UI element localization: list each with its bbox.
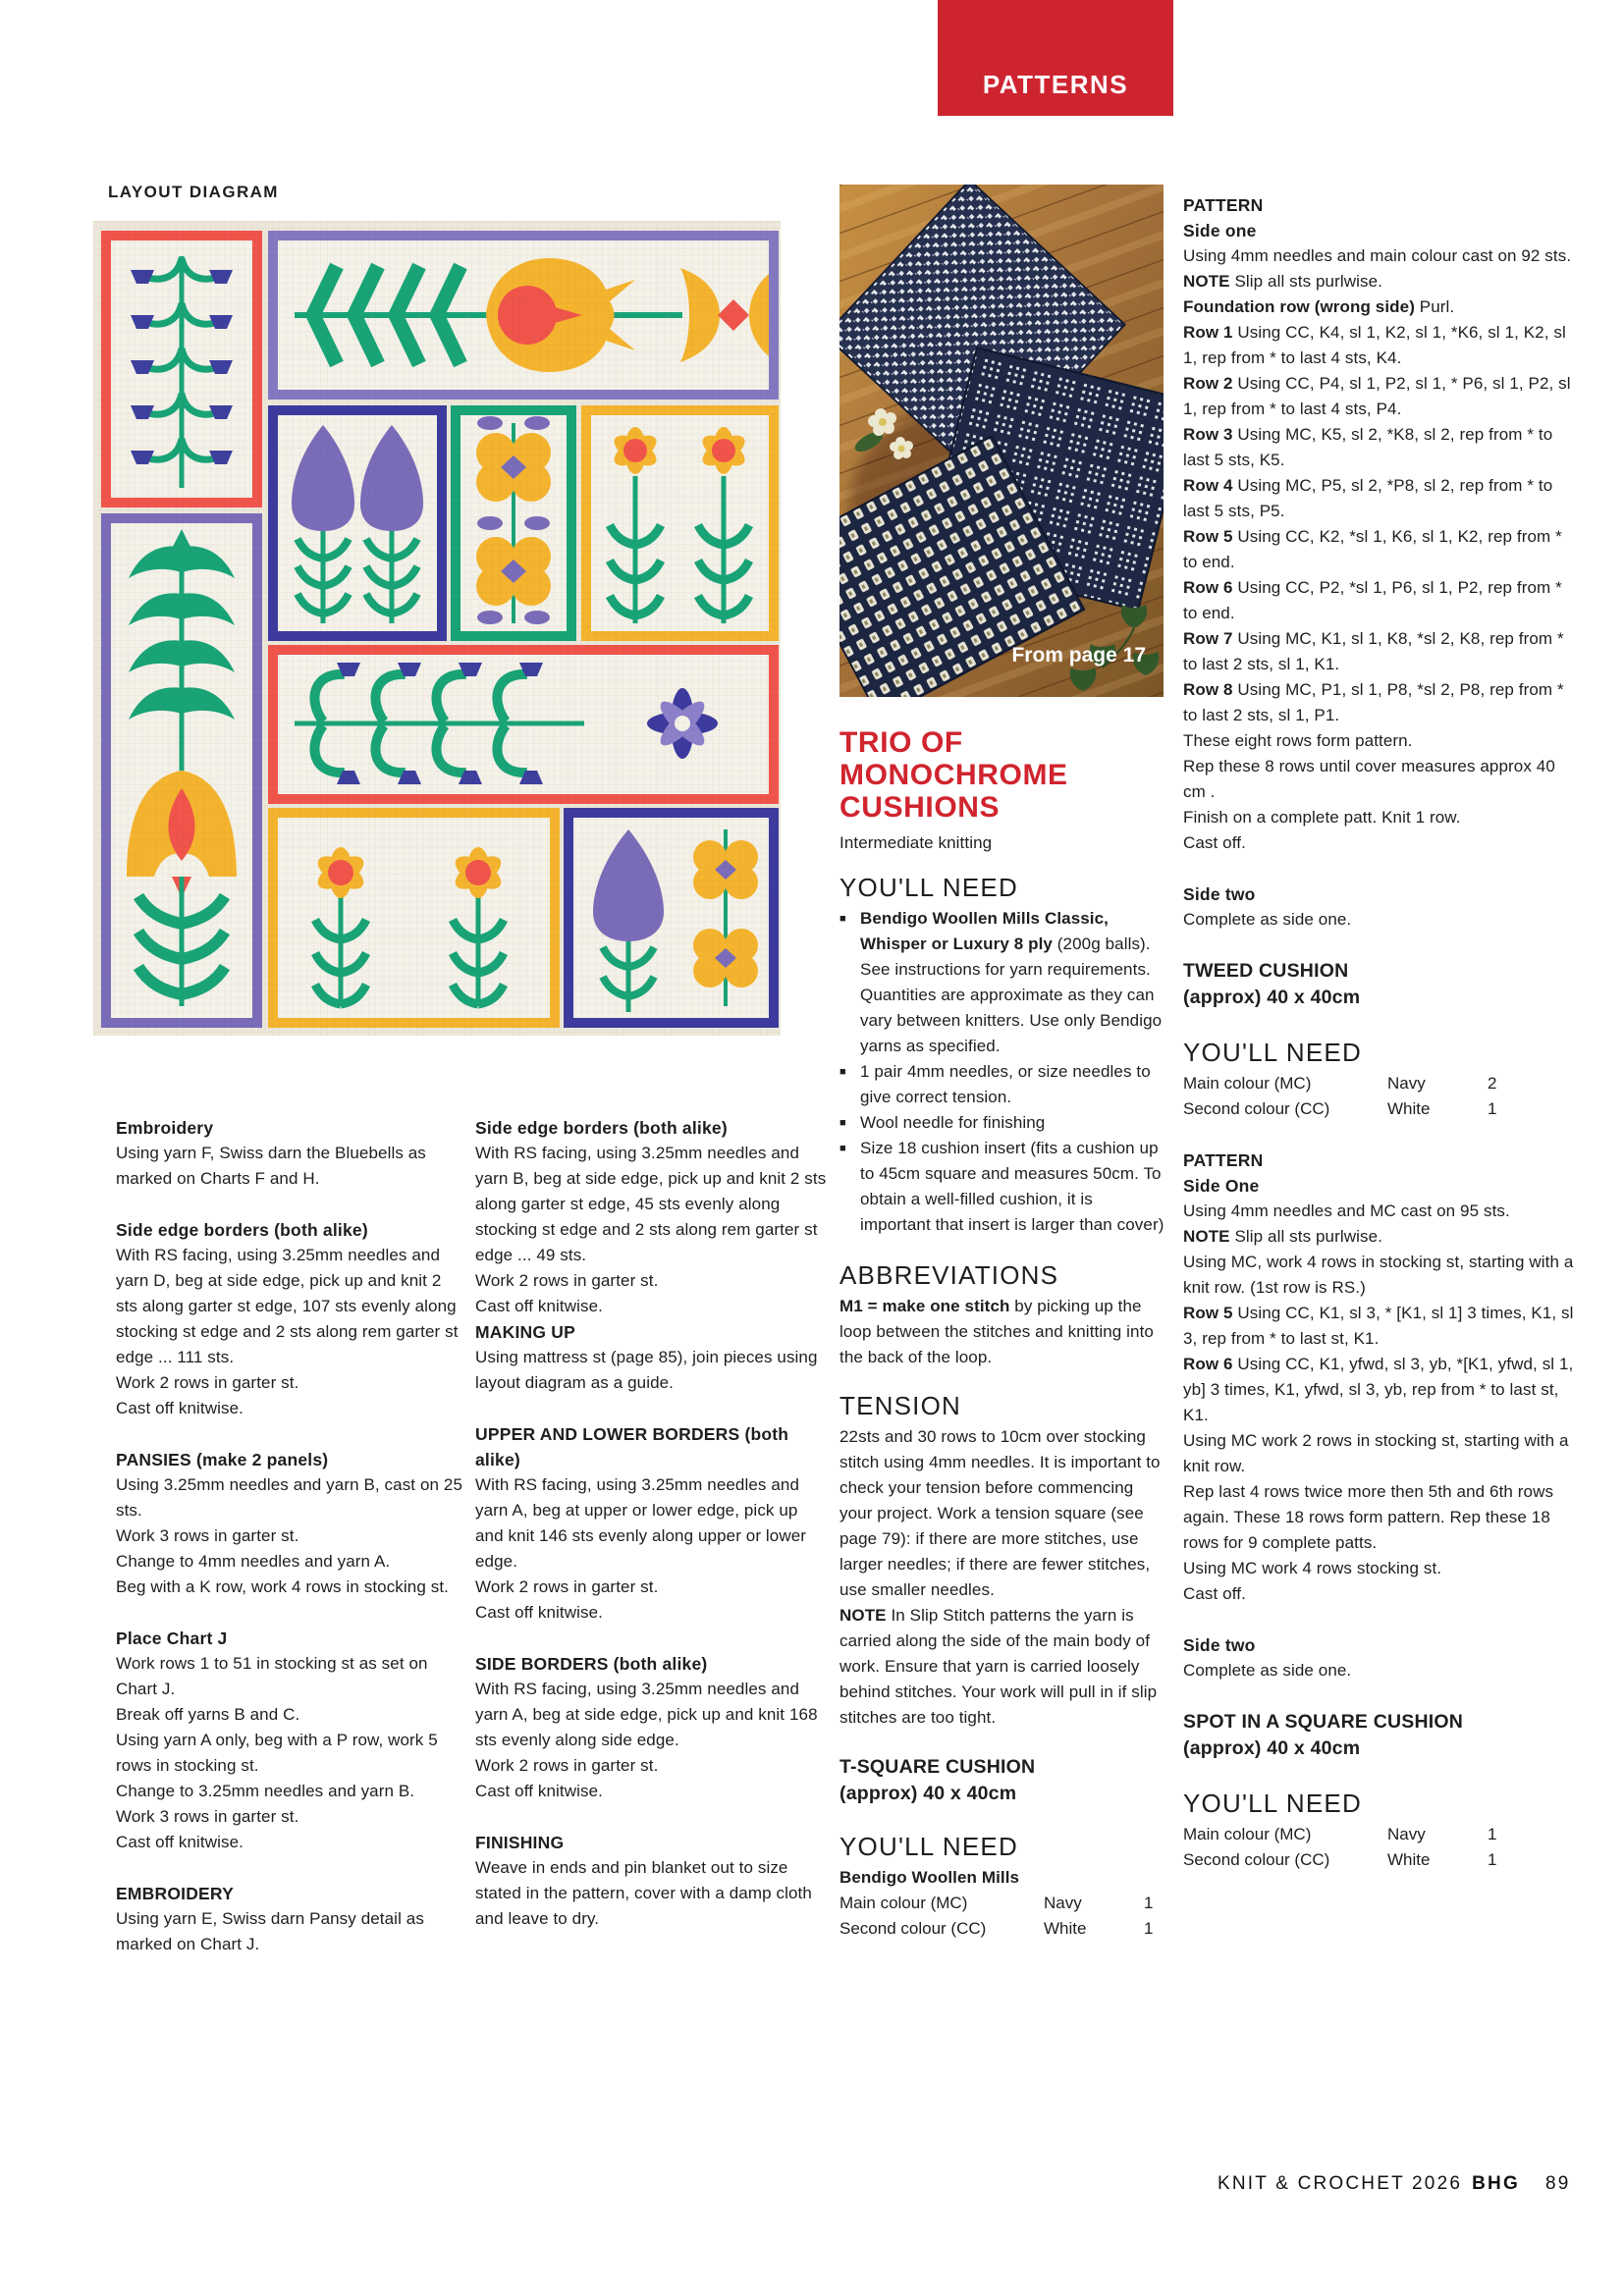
materials-cell: White — [1044, 1919, 1087, 1938]
materials-cell: White — [1387, 1850, 1431, 1869]
paragraph: Row 8 Using MC, P1, sl 1, P8, *sl 2, P8, rep from * to last 2 sts, sl 1, P1. — [1183, 680, 1564, 724]
footer-magazine: KNIT & CROCHET 2026 — [1218, 2173, 1463, 2194]
section-heading: Embroidery — [116, 1118, 214, 1138]
section-heading: FINISHING — [475, 1833, 565, 1852]
paragraph: Quantities are approximate as they can vary between knitters. Use only Bendigo yarns as specified. — [860, 986, 1163, 1055]
bullet-item — [839, 1110, 1167, 1136]
paragraph: Bendigo Woollen Mills Classic, Whisper or Luxury 8 ply (200g balls). See instructions for yarn requirements. — [860, 909, 1151, 979]
section-heading: Side edge borders (both alike) — [475, 1118, 728, 1138]
materials-cell: Second colour (CC) — [1183, 1099, 1330, 1118]
paragraph: 22sts and 30 rows to 10cm over stocking stitch using 4mm needles. It is important to check your tension before commencing your project. Work a tension square (see page 79): if there are more stitches, use larger needles; if there are fewer stitches, use smaller needles. — [839, 1427, 1161, 1599]
paragraph: Work rows 1 to 51 in stocking st as set on Chart J. — [116, 1654, 428, 1698]
section-heading: YOU'LL NEED — [839, 873, 1018, 902]
spacer — [1183, 1762, 1576, 1788]
paragraph: Row 6 Using CC, K1, yfwd, sl 3, yb, *[K1, yfwd, sl 1, yb] 3 times, K1, yfwd, sl 3, yb, rep from * to last st, K1. — [1183, 1355, 1574, 1424]
column-article — [839, 726, 1167, 1942]
section-heading: (approx) 40 x 40cm — [1183, 1737, 1361, 1759]
materials-cell: 1 — [1488, 1825, 1497, 1843]
spacer — [839, 1731, 1167, 1754]
paragraph: Cast off knitwise. — [475, 1603, 603, 1622]
paragraph: These eight rows form pattern. — [1183, 731, 1413, 750]
paragraph: Row 3 Using MC, K5, sl 2, *K8, sl 2, rep from * to last 5 sts, K5. — [1183, 425, 1553, 469]
materials-cell: Second colour (CC) — [839, 1919, 987, 1938]
materials-cell: 1 — [1144, 1919, 1154, 1938]
paragraph: Work 3 rows in garter st. — [116, 1807, 299, 1826]
paragraph: Cast off knitwise. — [116, 1833, 244, 1851]
layout-diagram — [93, 221, 781, 1036]
paragraph: Row 1 Using CC, K4, sl 1, K2, sl 1, *K6, sl 1, K2, sl 1, rep from * to last 4 sts, K4. — [1183, 323, 1566, 367]
paragraph: Foundation row (wrong side) Purl. — [1183, 297, 1455, 316]
column-pattern — [1183, 192, 1576, 1873]
paragraph: Row 5 Using CC, K2, *sl 1, K6, sl 1, K2, rep from * to end. — [1183, 527, 1562, 571]
column-bottom-left — [116, 1115, 465, 1957]
section-heading: SPOT IN A SQUARE CUSHION — [1183, 1711, 1464, 1733]
paragraph: Beg with a K row, work 4 rows in stocking st. — [116, 1577, 449, 1596]
paragraph: With RS facing, using 3.25mm needles and yarn A, beg at side edge, pick up and knit 168 sts evenly along side edge. — [475, 1680, 818, 1749]
banner-label: PATTERNS — [982, 70, 1129, 99]
spacer — [1183, 1607, 1576, 1632]
spacer — [839, 856, 1167, 872]
section-heading: TENSION — [839, 1391, 961, 1420]
materials-cell: 1 — [1488, 1099, 1497, 1118]
bullet-item — [839, 906, 1167, 983]
paragraph: Work 2 rows in garter st. — [116, 1373, 299, 1392]
column-bottom-middle — [475, 1115, 829, 1932]
paragraph: Weave in ends and pin blanket out to size stated in the pattern, cover with a damp cloth and leave to dry. — [475, 1858, 812, 1928]
section-heading: PATTERN — [1183, 1150, 1264, 1170]
spacer — [1183, 1011, 1576, 1037]
paragraph: With RS facing, using 3.25mm needles and yarn A, beg at upper or lower edge, pick up and knit 146 sts evenly along upper or lower edge. — [475, 1475, 807, 1571]
spacer — [116, 1600, 465, 1626]
materials-cell: White — [1387, 1099, 1431, 1118]
paragraph: Work 2 rows in garter st. — [475, 1577, 659, 1596]
spacer — [839, 1238, 1167, 1259]
section-heading: YOU'LL NEED — [1183, 1789, 1362, 1818]
paragraph: Change to 4mm needles and yarn A. — [116, 1552, 391, 1571]
paragraph: Row 2 Using CC, P4, sl 1, P2, sl 1, * P6, sl 1, P2, sl 1, rep from * to last 4 sts, P4. — [1183, 374, 1571, 418]
layout-diagram-heading: LAYOUT DIAGRAM — [108, 183, 279, 201]
paragraph: Cast off knitwise. — [475, 1782, 603, 1800]
section-heading: TWEED CUSHION — [1183, 960, 1349, 982]
paragraph: Work 3 rows in garter st. — [116, 1526, 299, 1545]
section-heading: UPPER AND LOWER BORDERS (both alike) — [475, 1424, 789, 1469]
materials-row — [1183, 1822, 1576, 1847]
section-heading: (approx) 40 x 40cm — [1183, 987, 1361, 1008]
article-title-line: CUSHIONS — [839, 791, 1001, 824]
paragraph: Complete as side one. — [1183, 910, 1352, 929]
spacer — [1183, 933, 1576, 958]
materials-row — [1183, 1847, 1576, 1873]
section-heading: PANSIES (make 2 panels) — [116, 1450, 329, 1469]
spacer — [1183, 1122, 1576, 1148]
paragraph: Rep these 8 rows until cover measures approx 40 cm . — [1183, 757, 1555, 801]
page-footer — [1218, 2173, 1571, 2195]
paragraph: Cast off knitwise. — [475, 1297, 603, 1315]
section-heading: Side One — [1183, 1176, 1260, 1196]
materials-row — [1183, 1071, 1576, 1096]
section-heading: Side two — [1183, 1635, 1256, 1655]
paragraph: Cast off. — [1183, 833, 1246, 852]
paragraph: With RS facing, using 3.25mm needles and yarn D, beg at side edge, pick up and knit 2 sts along garter st edge, 107 sts evenly along stocking st edge and 2 sts along rem garter st edge ... 111 sts. — [116, 1246, 459, 1366]
paragraph: Using yarn A only, beg with a P row, work 5 rows in stocking st. — [116, 1731, 438, 1775]
section-heading: Side edge borders (both alike) — [116, 1220, 368, 1240]
paragraph: Size 18 cushion insert (fits a cushion up to 45cm square and measures 50cm. To obtain a well-filled cushion, it is important that insert is larger than cover) — [860, 1139, 1164, 1234]
paragraph: Cast off. — [1183, 1584, 1246, 1603]
paragraph: Intermediate knitting — [839, 833, 993, 852]
spacer — [116, 1855, 465, 1881]
materials-cell: 1 — [1488, 1850, 1497, 1869]
paragraph: With RS facing, using 3.25mm needles and yarn B, beg at side edge, pick up and knit 2 sts along garter st edge, 45 sts evenly along stocking st edge and 2 sts along rem garter st edge ... 49 sts. — [475, 1144, 827, 1264]
paragraph: Using 4mm needles and MC cast on 95 sts. — [1183, 1201, 1510, 1220]
materials-cell: Main colour (MC) — [1183, 1825, 1312, 1843]
bullet-marker — [839, 983, 860, 1059]
spacer — [1183, 856, 1576, 881]
photo-caption: From page 17 — [1011, 644, 1146, 667]
paragraph: Break off yarns B and C. — [116, 1705, 300, 1724]
section-heading: Side one — [1183, 221, 1257, 240]
section-heading: MAKING UP — [475, 1322, 575, 1342]
spacer — [839, 1370, 1167, 1390]
paragraph: NOTE Slip all sts purlwise. — [1183, 272, 1382, 291]
materials-row — [839, 1891, 1167, 1916]
paragraph: Using MC work 2 rows in stocking st, starting with a knit row. — [1183, 1431, 1569, 1475]
section-heading: PATTERN — [1183, 195, 1264, 215]
spacer — [116, 1421, 465, 1447]
paragraph: Cast off knitwise. — [116, 1399, 244, 1417]
spacer — [475, 1396, 829, 1421]
materials-cell: Second colour (CC) — [1183, 1850, 1330, 1869]
paragraph: Finish on a complete patt. Knit 1 row. — [1183, 808, 1461, 827]
spacer — [475, 1804, 829, 1830]
paragraph: Bendigo Woollen Mills — [839, 1868, 1020, 1887]
bullet-item — [839, 983, 1167, 1059]
materials-row — [839, 1916, 1167, 1942]
spacer — [839, 1807, 1167, 1831]
section-heading: YOU'LL NEED — [1183, 1038, 1362, 1067]
paragraph: Using MC, work 4 rows in stocking st, starting with a knit row. (1st row is RS.) — [1183, 1253, 1574, 1297]
section-heading: EMBROIDERY — [116, 1884, 234, 1903]
materials-row — [1183, 1096, 1576, 1122]
bullet-marker: ■ — [839, 913, 846, 925]
paragraph: Row 6 Using CC, P2, *sl 1, P6, sl 1, P2, rep from * to end. — [1183, 578, 1562, 622]
paragraph: M1 = make one stitch by picking up the loop between the stitches and knitting into the back of the loop. — [839, 1297, 1154, 1366]
materials-table — [1183, 1822, 1576, 1873]
materials-cell: Navy — [1387, 1825, 1426, 1843]
paragraph: Using 4mm needles and main colour cast on 92 sts. — [1183, 246, 1572, 265]
paragraph: 1 pair 4mm needles, or size needles to give correct tension. — [860, 1062, 1151, 1106]
paragraph: Using yarn E, Swiss darn Pansy detail as marked on Chart J. — [116, 1909, 424, 1953]
materials-cell: 1 — [1144, 1894, 1154, 1912]
materials-cell: Navy — [1044, 1894, 1082, 1912]
section-heading: ABBREVIATIONS — [839, 1260, 1059, 1290]
section-heading: SIDE BORDERS (both alike) — [475, 1654, 708, 1674]
cushions-photo — [839, 185, 1164, 697]
bullet-item — [839, 1136, 1167, 1238]
article-title-line: MONOCHROME — [839, 759, 1068, 791]
bullet-marker: ■ — [839, 1117, 846, 1129]
footer-page-number: 89 — [1544, 2173, 1571, 2194]
paragraph: Wool needle for finishing — [860, 1113, 1046, 1132]
bullet-marker: ■ — [839, 1066, 846, 1078]
footer-brand: BHG — [1472, 2173, 1520, 2194]
paragraph: Using mattress st (page 85), join pieces using layout diagram as a guide. — [475, 1348, 818, 1392]
paragraph: Row 7 Using MC, K1, sl 1, K8, *sl 2, K8, rep from * to last 2 sts, sl 1, K1. — [1183, 629, 1564, 673]
materials-cell: Main colour (MC) — [1183, 1074, 1312, 1093]
paragraph: NOTE In Slip Stitch patterns the yarn is carried along the side of the main body of work. Ensure that yarn is carried loosely behind stitches. Your work will pull in if slip stitches are too tight. — [839, 1606, 1158, 1727]
materials-table — [1183, 1071, 1576, 1122]
paragraph: Change to 3.25mm needles and yarn B. — [116, 1782, 415, 1800]
paragraph: Using 3.25mm needles and yarn B, cast on 25 sts. — [116, 1475, 462, 1520]
paragraph: Rep last 4 rows twice more then 5th and 6th rows again. These 18 rows form pattern. Rep these 18 rows for 9 complete patts. — [1183, 1482, 1554, 1552]
materials-cell: Navy — [1387, 1074, 1426, 1093]
materials-table — [839, 1891, 1167, 1942]
section-heading: T-SQUARE CUSHION — [839, 1756, 1036, 1778]
materials-cell: 2 — [1488, 1074, 1497, 1093]
paragraph: Work 2 rows in garter st. — [475, 1756, 659, 1775]
paragraph: Complete as side one. — [1183, 1661, 1352, 1680]
article-title — [839, 726, 1167, 824]
spacer — [1183, 1683, 1576, 1709]
paragraph: NOTE Slip all sts purlwise. — [1183, 1227, 1382, 1246]
spacer — [475, 1626, 829, 1651]
patterns-banner — [938, 0, 1173, 116]
section-heading: (approx) 40 x 40cm — [839, 1783, 1017, 1804]
paragraph: Using MC work 4 rows stocking st. — [1183, 1559, 1442, 1577]
article-title-line: TRIO OF — [839, 726, 963, 759]
spacer — [116, 1192, 465, 1217]
paragraph: Row 4 Using MC, P5, sl 2, *P8, sl 2, rep from * to last 5 sts, P5. — [1183, 476, 1553, 520]
stitch-grid-texture — [93, 221, 781, 1036]
bullet-item — [839, 1059, 1167, 1110]
section-heading: YOU'LL NEED — [839, 1832, 1018, 1861]
section-heading: Place Chart J — [116, 1629, 228, 1648]
section-heading: Side two — [1183, 884, 1256, 904]
paragraph: Using yarn F, Swiss darn the Bluebells as marked on Charts F and H. — [116, 1144, 426, 1188]
paragraph: Row 5 Using CC, K1, sl 3, * [K1, sl 1] 3 times, K1, sl 3, rep from * to last st, K1. — [1183, 1304, 1574, 1348]
bullet-marker: ■ — [839, 1143, 846, 1154]
paragraph: Work 2 rows in garter st. — [475, 1271, 659, 1290]
materials-cell: Main colour (MC) — [839, 1894, 968, 1912]
